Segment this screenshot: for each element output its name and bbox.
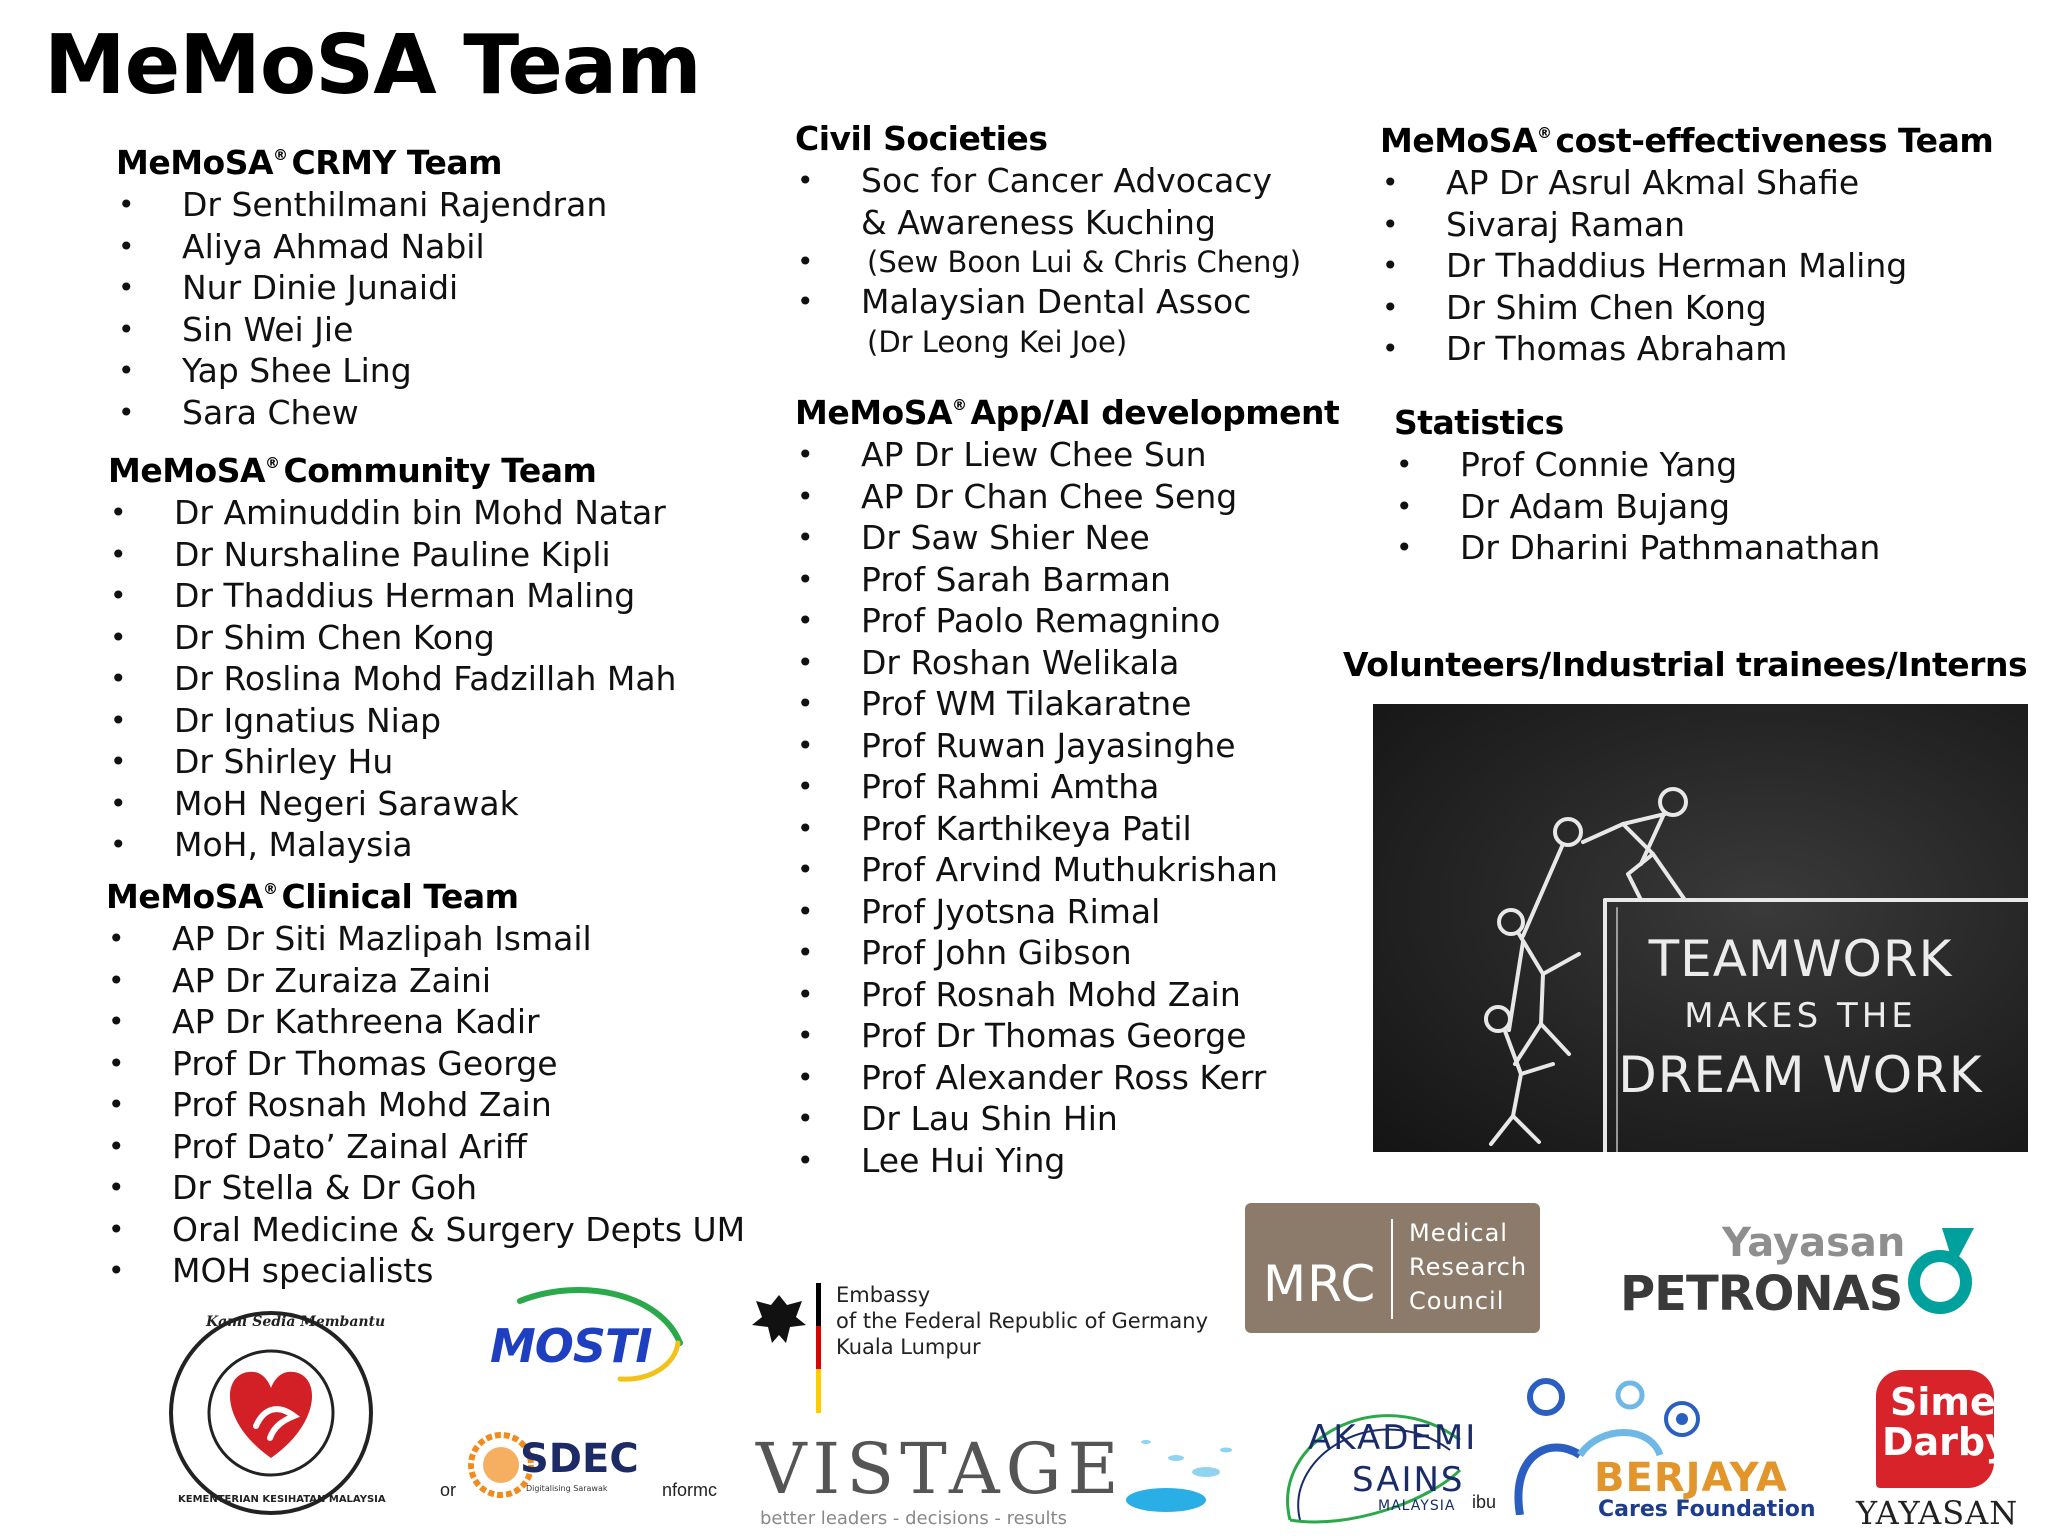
- list-item: • AP Dr Chan Chee Seng: [795, 476, 1339, 518]
- vistage-dots-icon: [1096, 1428, 1256, 1518]
- section-title-brand: MeMoSA: [106, 877, 264, 916]
- berjaya-tagline: Cares Foundation: [1598, 1497, 1816, 1522]
- list-item: • MoH Negeri Sarawak: [108, 783, 676, 825]
- german-flag-stripe: [816, 1283, 821, 1413]
- section-title: Civil Societies: [795, 119, 1048, 158]
- statistics-section: [1394, 402, 1880, 569]
- mosti-logo: [490, 1283, 690, 1383]
- list-item: • Dr Thaddius Herman Maling: [1380, 245, 1993, 287]
- mrc-logo: [1245, 1203, 1540, 1333]
- crmy-team-section: [116, 134, 607, 433]
- petronas-yayasan-text: Yayasan: [1722, 1220, 1906, 1266]
- yayasan-sime-darby-logo: [1856, 1370, 2026, 1530]
- list-item-continued: & Awareness Kuching: [861, 202, 1216, 242]
- list-item: • AP Dr Liew Chee Sun: [795, 434, 1339, 476]
- list-item: • Prof Rosnah Mohd Zain: [106, 1084, 745, 1126]
- list-item: • Prof Alexander Ross Kerr: [795, 1057, 1339, 1099]
- section-title: Statistics: [1394, 403, 1564, 442]
- list-item: • Oral Medicine & Surgery Depts UM: [106, 1209, 745, 1251]
- registered-mark: ®: [952, 396, 967, 414]
- berjaya-name: BERJAYA: [1594, 1455, 1788, 1501]
- list-item: • AP Dr Siti Mazlipah Ismail: [106, 918, 745, 960]
- sdec-cut-text-left: or: [440, 1480, 457, 1500]
- list-item: • Prof Sarah Barman: [795, 559, 1339, 601]
- list-item: • Dr Shim Chen Kong: [108, 617, 676, 659]
- registered-mark: ®: [1537, 124, 1552, 142]
- list-item-continued: (Dr Leong Kei Joe): [867, 324, 1128, 359]
- mrc-line3: Council: [1409, 1287, 1505, 1315]
- asm-line3: MALAYSIA: [1378, 1498, 1456, 1514]
- vistage-name: VISTAGE: [756, 1428, 1125, 1510]
- mosti-logo-text: MOSTI: [490, 1319, 652, 1373]
- section-title-suffix: cost-effectiveness Team: [1555, 121, 1994, 160]
- list-item: • Sara Chew: [116, 392, 607, 434]
- section-title: [116, 134, 607, 184]
- registered-mark: ®: [273, 146, 288, 164]
- kkm-logo-bottom-text: KEMENTERIAN KESIHATAN MALAYSIA: [178, 1494, 386, 1505]
- sdec-name: SDEC: [520, 1436, 639, 1482]
- list-item: • Prof Arvind Muthukrishan: [795, 849, 1339, 891]
- petronas-name: PETRONAS: [1620, 1266, 1903, 1322]
- list-item: • Prof Karthikeya Patil: [795, 808, 1339, 850]
- list-item: • Aliya Ahmad Nabil: [116, 226, 607, 268]
- member-list: [1394, 444, 1880, 569]
- yayasan-petronas-logo: [1620, 1220, 1980, 1330]
- member-list: [1380, 162, 1993, 370]
- list-item: • Dr Thomas Abraham: [1380, 328, 1993, 370]
- sdec-cut-text-right: nformc: [662, 1480, 718, 1500]
- petronas-emblem-icon: [1904, 1224, 1980, 1314]
- kkm-logo: [166, 1308, 386, 1518]
- embassy-line2: of the Federal Republic of Germany: [836, 1309, 1209, 1333]
- list-item: • Prof Paolo Remagnino: [795, 600, 1339, 642]
- cost-effectiveness-section: [1380, 112, 1993, 370]
- teamwork-line1: TEAMWORK: [1648, 930, 1953, 988]
- section-title-brand: MeMoSA: [116, 143, 274, 182]
- german-eagle-icon: [752, 1291, 806, 1351]
- section-title: [106, 868, 745, 918]
- mrc-line1: Medical: [1409, 1219, 1508, 1247]
- section-title-suffix: CRMY Team: [291, 143, 503, 182]
- list-item: • Prof Dr Thomas George: [106, 1043, 745, 1085]
- list-item: • Prof Jyotsna Rimal: [795, 891, 1339, 933]
- list-item: • Dr Shim Chen Kong: [1380, 287, 1993, 329]
- list-item: • Prof Ruwan Jayasinghe: [795, 725, 1339, 767]
- list-item: • Dr Lau Shin Hin: [795, 1098, 1339, 1140]
- member-list: [116, 184, 607, 433]
- sdec-tagline: Digitalising Sarawak: [526, 1484, 608, 1493]
- embassy-line3: Kuala Lumpur: [836, 1335, 981, 1359]
- kkm-emblem-icon: [166, 1308, 376, 1518]
- list-item: • AP Dr Zuraiza Zaini: [106, 960, 745, 1002]
- sime-line1: Sime: [1890, 1380, 1996, 1424]
- teamwork-chalkboard-image: [1373, 704, 2028, 1152]
- section-title: [795, 384, 1339, 434]
- section-title-brand: MeMoSA: [795, 393, 953, 432]
- list-item: • Prof Connie Yang: [1394, 444, 1880, 486]
- sime-line3: YAYASAN: [1856, 1494, 2019, 1532]
- list-item: • (Sew Boon Lui & Chris Cheng): [795, 243, 1301, 281]
- list-item: • Malaysian Dental Assoc: [795, 281, 1301, 323]
- page-title: MeMoSA Team: [44, 18, 701, 113]
- asm-line2: SAINS: [1352, 1460, 1465, 1500]
- list-item: • Prof Dato’ Zainal Ariff: [106, 1126, 745, 1168]
- list-item: • Dr Aminuddin bin Mohd Natar: [108, 492, 676, 534]
- registered-mark: ®: [263, 880, 278, 898]
- volunteers-title: Volunteers/Industrial trainees/Interns: [1343, 645, 2028, 684]
- community-team-section: [108, 442, 676, 866]
- german-embassy-logo: [750, 1283, 1209, 1413]
- vistage-tagline: better leaders - decisions - results: [760, 1508, 1067, 1529]
- list-item: • Dr Thaddius Herman Maling: [108, 575, 676, 617]
- list-item: • Sin Wei Jie: [116, 309, 607, 351]
- sdec-logo: [440, 1430, 740, 1510]
- section-title-suffix: Clinical Team: [281, 877, 519, 916]
- list-item: • Dr Roshan Welikala: [795, 642, 1339, 684]
- list-item: • Dr Nurshaline Pauline Kipli: [108, 534, 676, 576]
- section-title-brand: MeMoSA: [1380, 121, 1538, 160]
- sime-line2: Darby: [1882, 1420, 2010, 1464]
- vistage-logo: [756, 1428, 1236, 1528]
- list-item: • Dr Saw Shier Nee: [795, 517, 1339, 559]
- akademi-sains-malaysia-logo: [1270, 1370, 1520, 1530]
- list-item: • Dr Roslina Mohd Fadzillah Mah: [108, 658, 676, 700]
- list-item: • AP Dr Kathreena Kadir: [106, 1001, 745, 1043]
- list-item: • AP Dr Asrul Akmal Shafie: [1380, 162, 1993, 204]
- section-title-suffix: Community Team: [283, 451, 597, 490]
- list-item: • Dr Stella & Dr Goh: [106, 1167, 745, 1209]
- section-title: [1380, 112, 1993, 162]
- mrc-line2: Research: [1409, 1253, 1528, 1281]
- list-item: • Dr Ignatius Niap: [108, 700, 676, 742]
- list-item: • Dr Shirley Hu: [108, 741, 676, 783]
- list-item: • MoH, Malaysia: [108, 824, 676, 866]
- list-item: • Sivaraj Raman: [1380, 204, 1993, 246]
- registered-mark: ®: [265, 454, 280, 472]
- list-item: • Prof Rahmi Amtha: [795, 766, 1339, 808]
- clinical-team-section: [106, 868, 745, 1292]
- app-ai-development-section: [795, 384, 1339, 1181]
- berjaya-cares-foundation-logo: [1510, 1375, 1816, 1525]
- member-list: [106, 918, 745, 1292]
- mrc-divider: [1391, 1219, 1393, 1319]
- kkm-logo-top-text: Kami Sedia Membantu: [206, 1314, 386, 1330]
- list-item: • Nur Dinie Junaidi: [116, 267, 607, 309]
- list-item: • MOH specialists: [106, 1250, 745, 1292]
- list-item: • Prof Dr Thomas George: [795, 1015, 1339, 1057]
- member-list: [795, 434, 1339, 1181]
- mrc-abbrev: MRC: [1263, 1255, 1377, 1313]
- list-item: • Dr Adam Bujang: [1394, 486, 1880, 528]
- section-title-suffix: App/AI development: [970, 393, 1340, 432]
- list-item: • Dr Senthilmani Rajendran: [116, 184, 607, 226]
- teamwork-line3: DREAM WORK: [1618, 1046, 1983, 1104]
- member-list: [795, 160, 1301, 361]
- list-item: • Prof Rosnah Mohd Zain: [795, 974, 1339, 1016]
- teamwork-line2: MAKES THE: [1684, 996, 1917, 1036]
- list-item: • Yap Shee Ling: [116, 350, 607, 392]
- list-item: • Prof John Gibson: [795, 932, 1339, 974]
- list-item: • Soc for Cancer Advocacy: [795, 160, 1301, 202]
- list-item: • Lee Hui Ying: [795, 1140, 1339, 1182]
- asm-cut-text: ibu: [1472, 1492, 1497, 1512]
- section-title: [108, 442, 676, 492]
- civil-societies-section: [795, 118, 1301, 361]
- section-title-brand: MeMoSA: [108, 451, 266, 490]
- asm-line1: AKADEMI: [1308, 1418, 1478, 1458]
- member-list: [108, 492, 676, 866]
- list-item: • Prof WM Tilakaratne: [795, 683, 1339, 725]
- list-item: • Dr Dharini Pathmanathan: [1394, 527, 1880, 569]
- embassy-line1: Embassy: [836, 1283, 931, 1307]
